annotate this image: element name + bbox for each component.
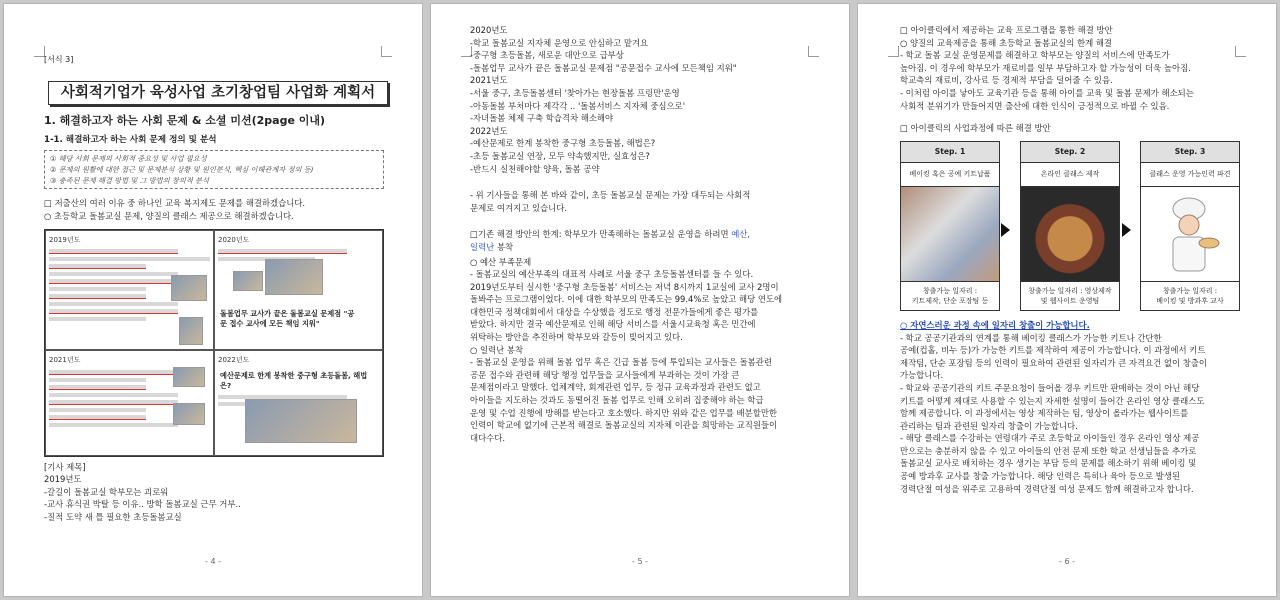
body-line: 제작팀, 단순 포장팀 등의 인력이 필요하여 관련된 일자리가 큰 자격요건 없이 창출이 — [900, 357, 1208, 368]
limit-heading-cont — [470, 241, 815, 254]
step-arrow-icon — [1122, 223, 1131, 237]
section-heading: 1. 해결하고자 하는 사회 문제 & 소셜 미션(2page 이내) — [44, 114, 326, 128]
clipping-2020 — [214, 230, 383, 351]
limit-text: 봉착 — [494, 241, 514, 252]
body-line: 관리하는 팀과 관련된 일자리 창출이 가능합니다. — [900, 420, 1078, 431]
intro-line: ○ 초등학교 돌봄교실 문제, 양질의 클래스 제공으로 해결하겠습니다. — [44, 210, 294, 221]
article-line: -교사 휴식권 박탈 등 이유.. 방학 돌봄교실 근무 거부.. — [44, 499, 241, 510]
text-placeholder — [49, 317, 146, 321]
text-placeholder — [218, 395, 347, 399]
guide-line: ③ 충족된 문제 해결 방법 및 그 방법의 창의적 분석 — [50, 176, 209, 186]
body-line: - 해당 클래스를 수강하는 연령대가 주로 초등학교 아이들인 경우 온라인 영상 제공 — [900, 433, 1200, 444]
body-line: 경력단절 여성을 위주로 고용하여 경력단절 여성 문제도 함께 해결하고자 합니다. — [900, 483, 1194, 494]
body-line: - 학교 공공기관과의 연계를 통해 베이킹 클래스가 가능한 키트나 간단한 — [900, 332, 1162, 343]
limit-heading — [470, 228, 815, 241]
guide-box — [44, 150, 384, 189]
step-card — [900, 141, 1000, 311]
clipping-2021 — [45, 350, 214, 456]
headline-placeholder — [49, 264, 146, 269]
document-title: 사회적기업가 육성사업 초기창업팀 사업화 계획서 — [48, 81, 388, 106]
body-line: 돌봄교실 교사로 배치하는 경우 생기는 부담 등의 문제를 해소하기 위해 베이킹 및 — [900, 458, 1197, 469]
article-line: -서울 중구, 초등돌봄센터 '찾아가는 현장돌봄 프링만'운영 — [470, 87, 680, 98]
body-line: 인력이 학교에 없기에 근본적 해결로 돌봄교실의 지자체 이관을 희망하는 교직원들이 — [470, 420, 778, 431]
limit-highlight: 일력난 — [470, 241, 495, 252]
baker-illustration — [1141, 187, 1239, 282]
document-page-4 — [4, 4, 422, 596]
article-line: -아동돌봄 부처마다 제각각 .. '돌봄서비스 지자체 중심으로' — [470, 100, 685, 111]
section-subheading: ○ 양질의 교육제공을 통해 초등학교 돌봄교실의 한계 해결 — [900, 37, 1113, 48]
intro-line: □ 저출산의 여러 이유 중 하나인 교육 복지제도 문제를 해결하겠습니다. — [44, 198, 306, 209]
process-steps — [900, 141, 1240, 311]
step-footer-line: 베이킹 및 방과후 교사 — [1156, 296, 1224, 305]
step-subtitle: 베이킹 혹은 공예 키트납품 — [901, 163, 999, 187]
text-placeholder — [49, 257, 210, 261]
body-line: - 학교와 공공기관의 키트 주문요청이 들어올 경우 키트만 판매하는 것이 아닌 해당 — [900, 382, 1200, 393]
body-line: 위탁하는 방안을 추진하며 학부모와 갈등이 빚어지고 있다. — [470, 332, 683, 343]
step-footer-line: 창출가능 일자리 : 영상제작 — [1028, 286, 1112, 295]
article-line: 2019년도 — [44, 474, 82, 485]
news-photo — [179, 317, 203, 345]
step-footer — [1021, 282, 1119, 310]
text-placeholder — [49, 423, 178, 427]
body-line: 만으로는 충분하지 않을 수 있고 아이들의 안전 문제 또한 학교 선생님들을 추가로 — [900, 445, 1197, 456]
step-footer-line: 및 웹사이트 운영팀 — [1040, 296, 1100, 305]
step-subtitle: 온라인 클래스 제작 — [1021, 163, 1119, 187]
text-placeholder — [49, 408, 146, 412]
page-number: - 6 - — [1059, 557, 1075, 566]
headline-placeholder — [49, 309, 178, 314]
clipping-2019 — [45, 230, 214, 351]
article-line: -갈길이 돌봄교실 학부모는 괴로워 — [44, 486, 169, 497]
body-line: 학교측의 재료비, 강사료 등 경제적 부담을 덜어줄 수 있음. — [900, 75, 1113, 86]
article-line: 2021년도 — [470, 75, 508, 86]
text-placeholder — [49, 378, 146, 382]
headline-placeholder — [218, 249, 347, 254]
body-line: 키트를 어떻게 제대로 사용할 수 있는지 자세한 설명이 들어간 온라인 영상 클래스도 — [900, 395, 1205, 406]
body-line: 가능합니다. — [900, 370, 944, 381]
body-line: - 돌봄교실의 예산부족의 대표적 사례로 서울 중구 초등돌봄센터를 들 수 있다. — [470, 269, 754, 280]
article-line: -질적 도약 새 틀 필요한 초등돌봄교실 — [44, 511, 182, 522]
year-label: 2019년도 — [49, 235, 81, 244]
year-label: 2020년도 — [218, 235, 250, 244]
body-line: 아이들을 지도하는 것과도 동떨어진 돌봄 업무로 인해 오히려 집중해야 하는 학급 — [470, 395, 764, 406]
headline-placeholder — [49, 279, 178, 284]
limit-text: □기존 해결 방안의 한계: 학부모가 만족해하는 돌봄교실 운영을 하려면 — [470, 229, 732, 240]
budget-heading: ○ 예산 부족문제 — [470, 256, 532, 267]
article-line: -자녀돌봄 체제 구축 학습격차 해소해야 — [470, 113, 614, 124]
text-placeholder — [49, 272, 178, 276]
body-line: 대다수다. — [470, 432, 506, 443]
text-placeholder — [49, 287, 146, 291]
step-title: Step. 2 — [1021, 142, 1119, 164]
step-footer-line: 창출가능 일자리 : — [1162, 286, 1218, 295]
headline-placeholder — [49, 385, 146, 390]
body-line: 공문 접수와 관련해 해당 행정 업무들을 교사들에게 부과하는 것이 가장 큰 — [470, 369, 740, 380]
news-photo — [171, 275, 207, 301]
margin-corner-mark — [888, 46, 899, 57]
article-line: 2022년도 — [470, 125, 508, 136]
step-title: Step. 3 — [1141, 142, 1239, 164]
year-label: 2021년도 — [49, 356, 81, 365]
step-card — [1020, 141, 1120, 311]
document-page-6 — [858, 4, 1276, 596]
step-title: Step. 1 — [901, 142, 999, 164]
headline-placeholder — [49, 249, 178, 254]
body-line: 2019년도부터 실시한 '중구형 초등돌봄' 서비스는 저녁 8시까지 1교실에 교사 2명이 — [470, 281, 779, 292]
news-photo — [233, 271, 263, 291]
news-caption: 돌봄업무 교사가 끝은 돌봄교실 문제점 "공문 접수 교사에 모든 책임 지워" — [220, 308, 355, 328]
article-line: -반드시 실천해야할 양육, 돌봄 공약 — [470, 163, 600, 174]
news-photo — [245, 399, 357, 443]
limit-highlight: 예산, — [731, 229, 751, 240]
body-line: - 이처럼 아이를 낳아도 교육기관 등을 통해 아이를 교육 및 돌봄 문제가 해소되는 — [900, 87, 1194, 98]
headline-placeholder — [49, 400, 178, 405]
step-arrow-icon — [1001, 223, 1010, 237]
article-line: 2020년도 — [470, 25, 508, 35]
step-footer-line: 창출가능 일자리 : — [922, 286, 978, 295]
labor-heading: ○ 일력난 봉착 — [470, 344, 524, 355]
body-line: - 학교 돌봄 교실 운영문제를 해결하고 학부모는 양질의 서비스에 만족도가 — [900, 50, 1170, 61]
article-line: -초등 돌봄교실 연장, 모두 약속했지만, 실효성은? — [470, 150, 650, 161]
online-class-photo — [1021, 187, 1119, 282]
body-line: 대한민국 정책대회에서 대상을 수상했을 정도로 행정 전문가들에게 좋은 평가를 — [470, 306, 759, 317]
baker-icon — [1141, 187, 1237, 281]
article-line: -학교 돌봄교실 지자체 운영으로 안심하고 맡겨요 — [470, 37, 649, 48]
step-card — [1140, 141, 1240, 311]
body-line: 받았다. 하지만 결국 예산문제로 인해 해당 서비스를 서울시교육청 혹은 민간에 — [470, 319, 756, 330]
news-photo — [265, 259, 323, 295]
kit-photo — [901, 187, 999, 282]
body-line: 사회적 분위기가 만들어지면 출산에 대한 인식이 긍정적으로 바뀔 수 있음. — [900, 100, 1170, 111]
year-label: 2022년도 — [218, 356, 250, 365]
subsection-heading: 1-1. 해결하고자 하는 사회 문제 정의 및 분석 — [44, 134, 217, 145]
body-line: 공예(컵홀, 비누 등)가 가능한 키트를 제작하여 제공이 가능합니다. 이 과정에서 키트 — [900, 345, 1206, 356]
news-clipping-grid — [44, 229, 384, 457]
body-line: 높아짐. 이 경우에 학부모가 재료비를 일부 부담하고자 할 가능성이 더욱 높아짐. — [900, 62, 1191, 73]
headline-placeholder — [49, 294, 146, 299]
article-line: -돌봄업무 교사가 끝은 돌봄교실 문제점 "공문접수 교사에 모든책임 지워" — [470, 62, 737, 73]
page-number: - 4 - — [205, 557, 221, 566]
news-photo — [173, 403, 205, 425]
section-heading: □ 아이클릭에서 제공하는 교육 프로그램을 통한 해결 방안 — [900, 25, 1113, 35]
headline-placeholder — [49, 415, 146, 420]
news-photo — [173, 367, 205, 387]
step-subtitle: 클래스 운영 가능인력 파견 — [1141, 163, 1239, 187]
step-footer-line: 키트제작, 단순 포장팀 등 — [911, 296, 989, 305]
page-number: - 5 - — [632, 557, 648, 566]
guide-line: ② 문제의 원활에 대한 접근 및 문제분석 상황 및 원인분석, 핵심 이해관계자 정의 등) — [50, 165, 314, 175]
text-placeholder — [49, 393, 178, 397]
body-line: 문제점이라고 말했다. 업체계약, 회계관련 업무, 등 정규 교육과정과 관련도 없고 — [470, 382, 761, 393]
body-line: - 돌봄교실 운영을 위해 돌봄 업무 혹은 긴급 돌봄 등에 투입되는 교사들은 돌봄관련 — [470, 357, 772, 368]
document-page-5 — [431, 4, 849, 596]
step-footer — [901, 282, 999, 310]
text-placeholder — [49, 302, 178, 306]
body-line: 공예 방과후 교사를 창출 가능합니다. 해당 인력은 특히나 육아 등으로 발생된 — [900, 471, 1181, 482]
news-caption: 예산문제로 한계 봉착한 중구형 초등돌봄, 해법은? — [220, 370, 368, 390]
guide-line: ① 해당 사회 문제의 사회적 중요성 및 사업 필요성 — [50, 154, 207, 164]
conclusion-line: - 위 기사들을 통해 본 바와 같이, 초등 돌봄교실 문제는 가장 대두되는 사회적 — [470, 190, 751, 201]
article-line: [기사 제목] — [44, 461, 86, 472]
clipping-2022 — [214, 350, 383, 456]
section-heading: □ 아이클릭의 사업과정에 따른 해결 방안 — [900, 123, 1051, 134]
headline-placeholder — [49, 370, 178, 375]
jobs-heading: ○ 자연스러운 과정 속에 일자리 창출이 가능합니다. — [900, 319, 1090, 330]
body-line: 운영 및 수업 진행에 방해를 받는다고 호소했다. 하지만 위와 같은 업무를 배분할만한 — [470, 407, 778, 418]
body-line: 돌봐주는 프로그램이었다. 이에 대한 학부모의 만족도는 99.4%로 높았고 해당 연도에 — [470, 294, 783, 305]
body-line: 함께 제공합니다. 이 과정에서는 영상 제작하는 팀, 영상이 올라가는 웹사이트를 — [900, 408, 1189, 419]
article-line: -예산문제로 한계 봉착한 중구형 초등돌봄, 해법은? — [470, 138, 656, 149]
article-line: -중구형 초등돌봄, 새로운 대안으로 급부상 — [470, 50, 624, 61]
form-tag: [서식 3] — [44, 55, 74, 64]
step-footer — [1141, 282, 1239, 310]
conclusion-line: 문제로 여겨지고 있습니다. — [470, 202, 567, 213]
